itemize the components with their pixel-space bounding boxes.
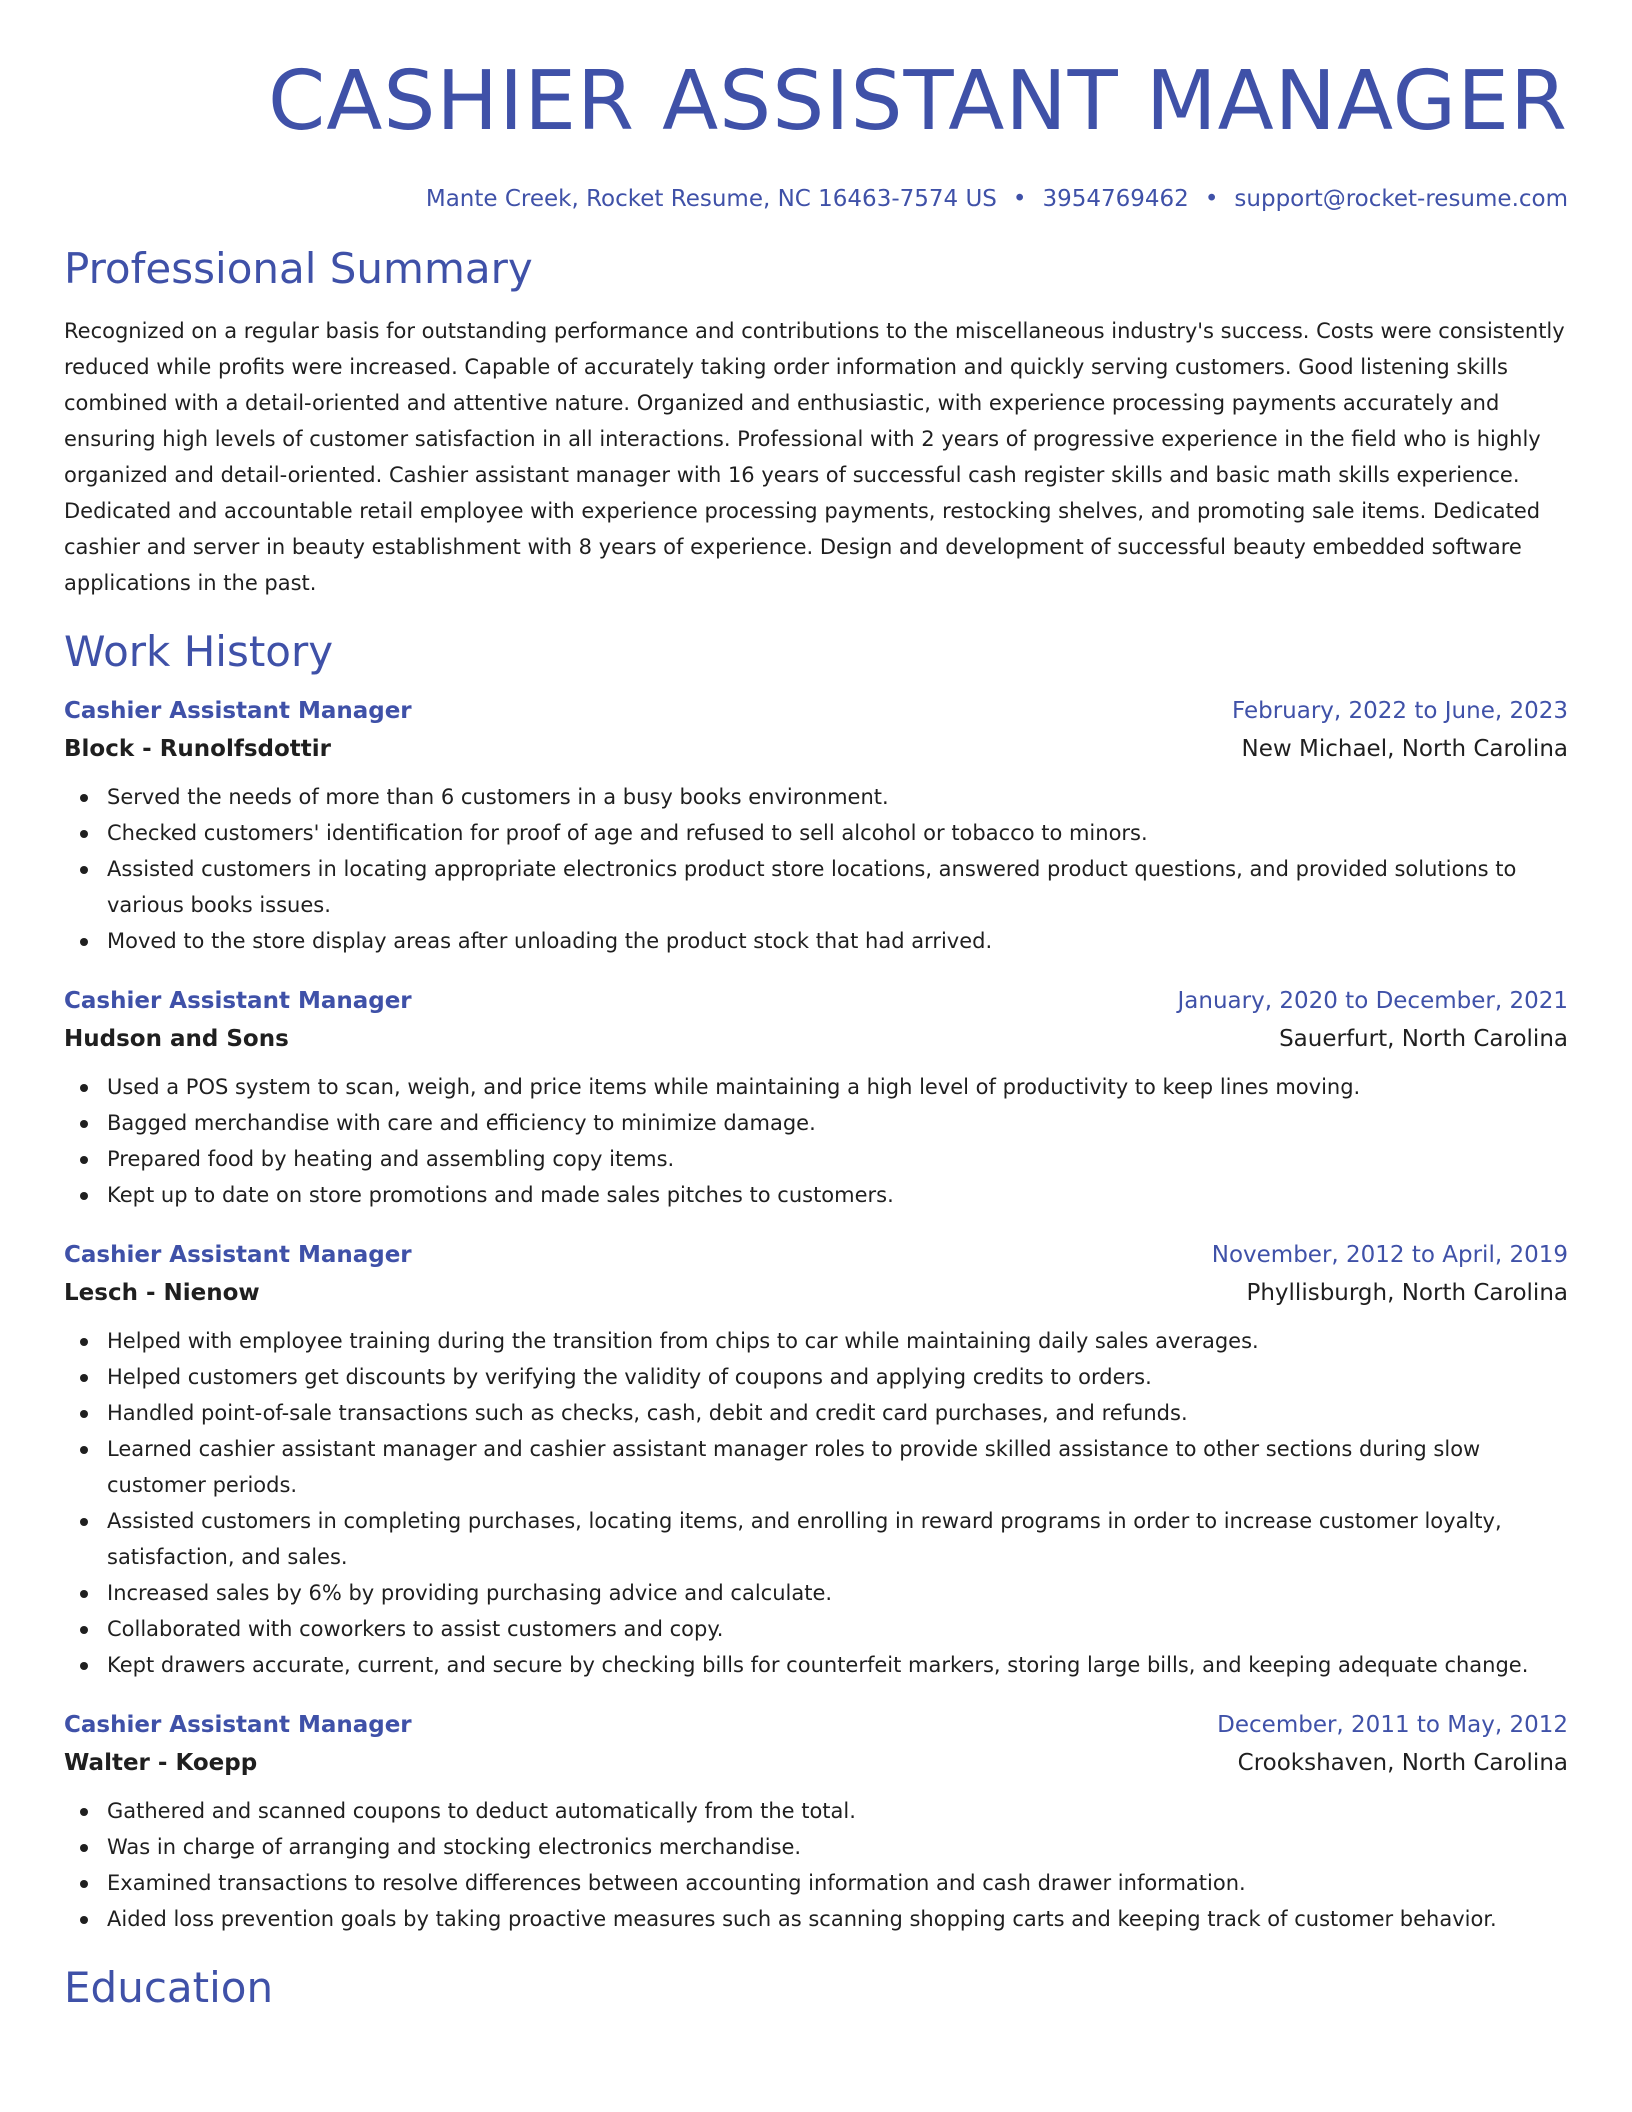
job-title: Cashier Assistant Manager [64, 1712, 412, 1738]
work-history-heading: Work History [64, 627, 334, 676]
job-bullet: Handled point-of-sale transactions such as checks, cash, debit and credit card purchases, and refunds. [107, 1395, 1568, 1431]
job-title: Cashier Assistant Manager [64, 988, 412, 1014]
job-location: Sauerfurt, North Carolina [1279, 1026, 1568, 1052]
job-bullets [64, 1793, 1568, 1937]
job-bullet: Assisted customers in completing purchases, locating items, and enrolling in reward programs in order to increase customer loyalty, satisfaction, and sales. [107, 1503, 1568, 1575]
job-bullet: Gathered and scanned coupons to deduct automatically from the total. [107, 1793, 1568, 1829]
job-bullet: Kept up to date on store promotions and made sales pitches to customers. [107, 1177, 1568, 1213]
resume-page [64, 0, 1568, 2015]
job-dates: December, 2011 to May, 2012 [1217, 1712, 1568, 1738]
job-entry [64, 1237, 1568, 1683]
education-heading: Education [64, 1963, 274, 2012]
summary-heading: Professional Summary [64, 244, 533, 293]
contact-separator: • [1012, 186, 1027, 212]
job-title: Cashier Assistant Manager [64, 698, 412, 724]
job-bullets [64, 1069, 1568, 1213]
job-bullet: Bagged merchandise with care and efficiency to minimize damage. [107, 1105, 1568, 1141]
job-bullet: Checked customers' identification for proof of age and refused to sell alcohol or tobacco to minors. [107, 815, 1568, 851]
job-bullet: Helped with employee training during the transition from chips to car while maintaining daily sales averages. [107, 1323, 1568, 1359]
job-bullet: Served the needs of more than 6 customers in a busy books environment. [107, 779, 1568, 815]
job-entry [64, 1707, 1568, 1937]
contact-separator: • [1204, 186, 1219, 212]
resume-title: CASHIER ASSISTANT MANAGER [267, 54, 1568, 149]
job-dates: January, 2020 to December, 2021 [1177, 988, 1568, 1014]
contact-address: Mante Creek, Rocket Resume, NC 16463-7574 US [425, 186, 997, 212]
contact-line [64, 182, 1568, 216]
job-bullets [64, 1323, 1568, 1683]
job-bullet: Aided loss prevention goals by taking proactive measures such as scanning shopping carts and keeping track of customer behavior. [107, 1901, 1568, 1937]
job-location: Crookshaven, North Carolina [1237, 1750, 1568, 1776]
job-bullet: Collaborated with coworkers to assist customers and copy. [107, 1611, 1568, 1647]
job-bullet: Learned cashier assistant manager and cashier assistant manager roles to provide skilled assistance to other sections during slow customer periods. [107, 1431, 1568, 1503]
job-bullets [64, 779, 1568, 959]
job-company: Hudson and Sons [64, 1026, 289, 1052]
job-bullet: Increased sales by 6% by providing purchasing advice and calculate. [107, 1575, 1568, 1611]
job-bullet: Moved to the store display areas after unloading the product stock that had arrived. [107, 923, 1568, 959]
job-bullet: Was in charge of arranging and stocking electronics merchandise. [107, 1829, 1568, 1865]
job-bullet: Prepared food by heating and assembling copy items. [107, 1141, 1568, 1177]
job-location: New Michael, North Carolina [1241, 736, 1568, 762]
job-dates: November, 2012 to April, 2019 [1211, 1242, 1568, 1268]
job-dates: February, 2022 to June, 2023 [1231, 698, 1568, 724]
job-company: Lesch - Nienow [64, 1280, 260, 1306]
job-company: Walter - Koepp [64, 1750, 258, 1776]
job-title: Cashier Assistant Manager [64, 1242, 412, 1268]
job-bullet: Kept drawers accurate, current, and secure by checking bills for counterfeit markers, storing large bills, and keeping adequate change. [107, 1647, 1568, 1683]
job-entry [64, 983, 1568, 1213]
job-bullet: Examined transactions to resolve differences between accounting information and cash drawer information. [107, 1865, 1568, 1901]
job-bullet: Assisted customers in locating appropriate electronics product store locations, answered product questions, and provided solutions to various books issues. [107, 851, 1568, 923]
job-location: Phyllisburgh, North Carolina [1246, 1280, 1568, 1306]
contact-phone: 3954769462 [1042, 186, 1189, 212]
job-company: Block - Runolfsdottir [64, 736, 332, 762]
job-bullet: Helped customers get discounts by verifying the validity of coupons and applying credits to orders. [107, 1359, 1568, 1395]
summary-text: Recognized on a regular basis for outstanding performance and contributions to the miscellaneous industry's success. Costs were consistently reduced while profits were increased. Capable of accurately taking order information and quickly serving customers. Good listening skills combined with a detail-oriented and attentive nature. Organized and enthusiastic, with experience processing payments accurately and ensuring high levels of customer satisfaction in all interactions. Professional with 2 years of progressive experience in the field who is highly organized and detail-oriented. Cashier assistant manager with 16 years of successful cash register skills and basic math skills experience. Dedicated and accountable retail employee with experience processing payments, restocking shelves, and promoting sale items. Dedicated cashier and server in beauty establishment with 8 years of experience. Design and development of successful beauty embedded software applications in the past. [64, 319, 1565, 595]
job-entry [64, 693, 1568, 959]
contact-email: support@rocket-resume.com [1234, 186, 1568, 212]
job-bullet: Used a POS system to scan, weigh, and price items while maintaining a high level of productivity to keep lines moving. [107, 1069, 1568, 1105]
